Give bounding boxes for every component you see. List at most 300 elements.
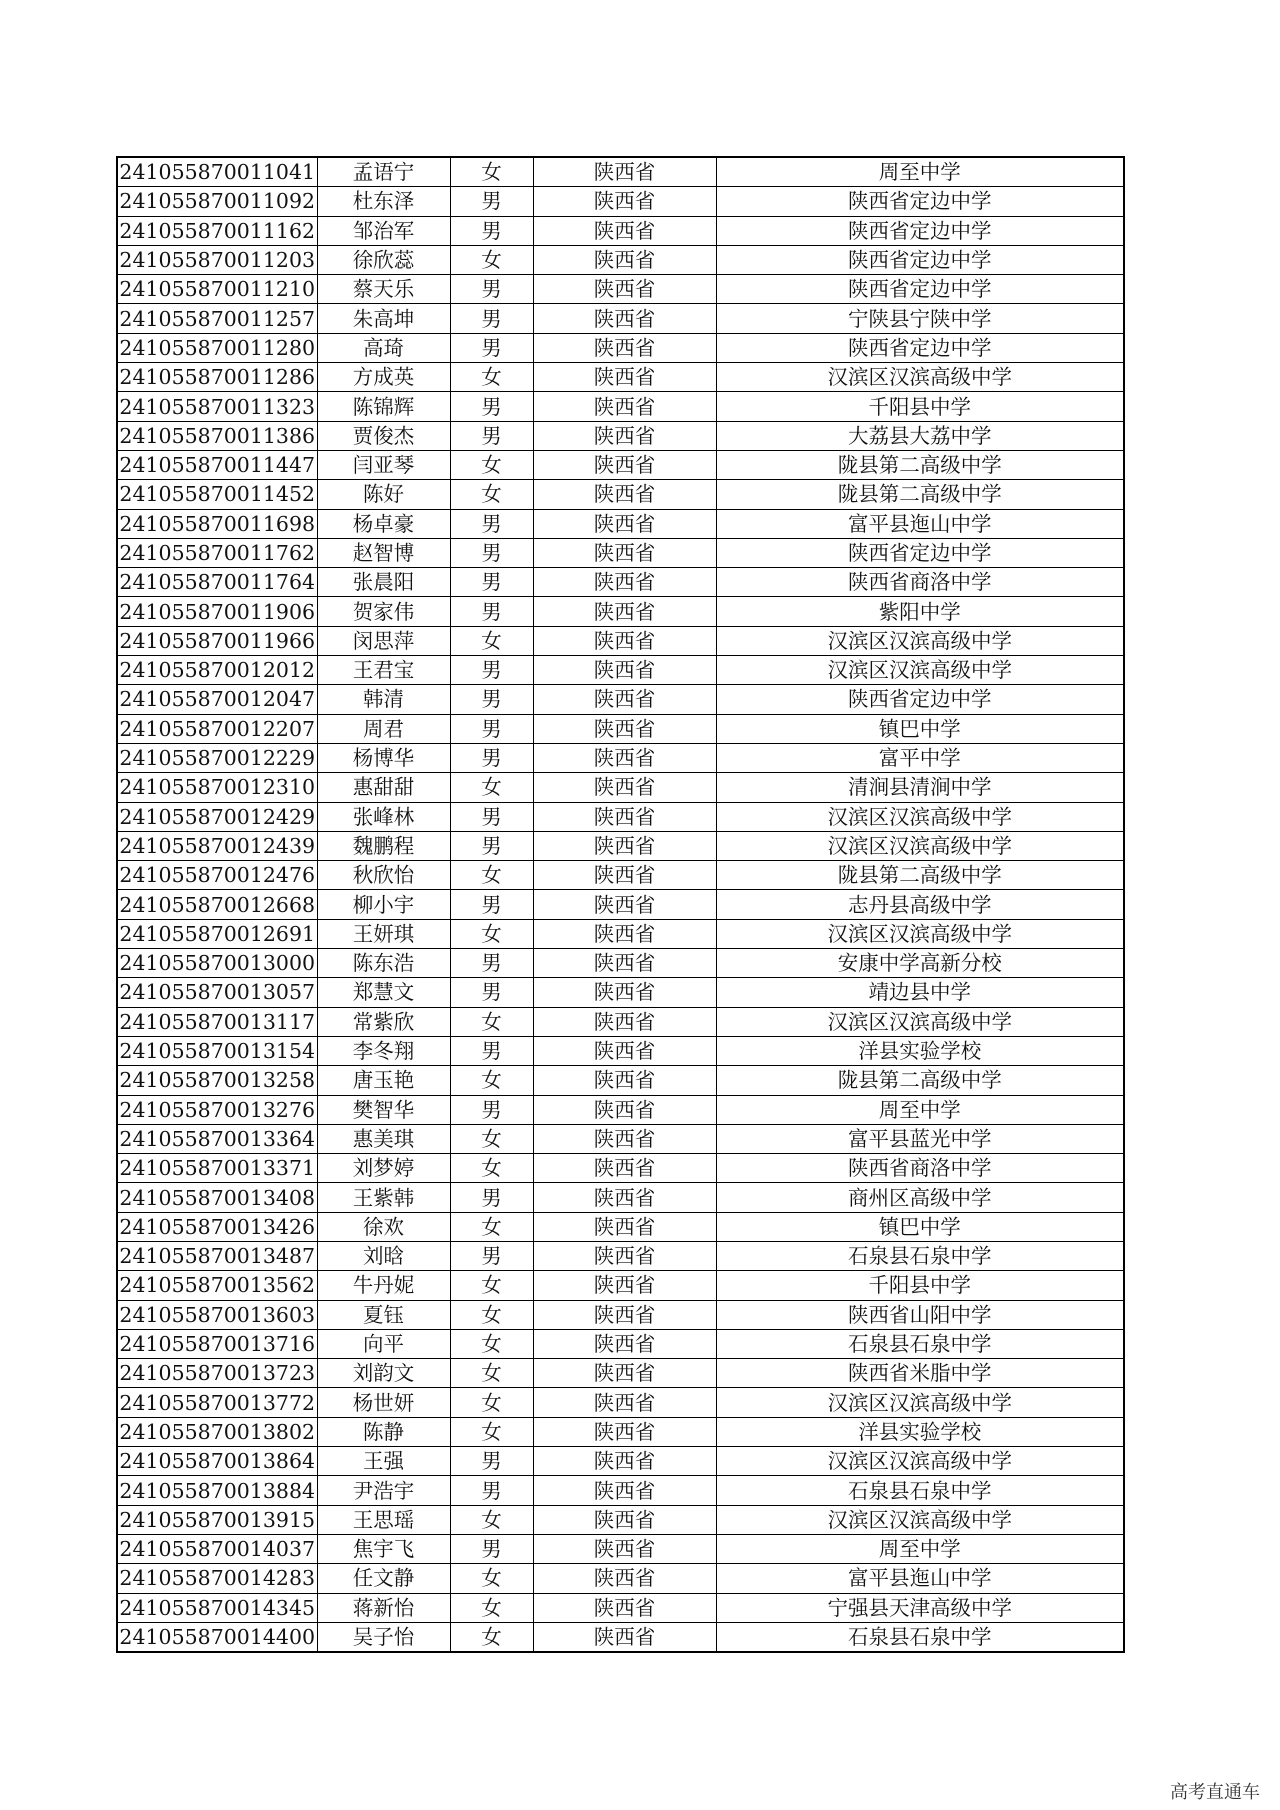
name-cell: 王君宝	[317, 656, 450, 685]
school-cell: 汉滨区汉滨高级中学	[716, 1388, 1124, 1417]
school-cell: 陇县第二高级中学	[716, 1066, 1124, 1095]
name-cell: 刘晗	[317, 1241, 450, 1270]
candidate-id-cell: 241055870011280	[117, 333, 317, 362]
school-cell: 富平县迤山中学	[716, 1564, 1124, 1593]
table-row	[117, 1447, 1124, 1476]
province-cell: 陕西省	[533, 1154, 716, 1183]
province-cell: 陕西省	[533, 245, 716, 274]
name-cell: 杜东泽	[317, 187, 450, 216]
name-cell: 秋欣怡	[317, 861, 450, 890]
province-cell: 陕西省	[533, 157, 716, 187]
name-cell: 向平	[317, 1329, 450, 1358]
gender-cell: 男	[450, 685, 533, 714]
table-row	[117, 743, 1124, 772]
candidate-id-cell: 241055870013364	[117, 1124, 317, 1153]
school-cell: 石泉县石泉中学	[716, 1476, 1124, 1505]
name-cell: 陈静	[317, 1417, 450, 1446]
table-row	[117, 919, 1124, 948]
candidate-id-cell: 241055870014283	[117, 1564, 317, 1593]
province-cell: 陕西省	[533, 1622, 716, 1652]
name-cell: 樊智华	[317, 1095, 450, 1124]
province-cell: 陕西省	[533, 597, 716, 626]
gender-cell: 男	[450, 1183, 533, 1212]
school-cell: 周至中学	[716, 1095, 1124, 1124]
table-row	[117, 333, 1124, 362]
school-cell: 洋县实验学校	[716, 1036, 1124, 1065]
name-cell: 杨卓豪	[317, 509, 450, 538]
gender-cell: 男	[450, 509, 533, 538]
province-cell: 陕西省	[533, 1593, 716, 1622]
province-cell: 陕西省	[533, 421, 716, 450]
gender-cell: 女	[450, 1593, 533, 1622]
gender-cell: 女	[450, 1212, 533, 1241]
table-row	[117, 392, 1124, 421]
gender-cell: 女	[450, 1300, 533, 1329]
table-row	[117, 1564, 1124, 1593]
name-cell: 杨世妍	[317, 1388, 450, 1417]
gender-cell: 女	[450, 1271, 533, 1300]
candidate-id-cell: 241055870011966	[117, 626, 317, 655]
name-cell: 韩清	[317, 685, 450, 714]
candidate-id-cell: 241055870011286	[117, 363, 317, 392]
candidate-id-cell: 241055870012439	[117, 831, 317, 860]
gender-cell: 男	[450, 333, 533, 362]
candidate-id-cell: 241055870013864	[117, 1447, 317, 1476]
table-row	[117, 656, 1124, 685]
gender-cell: 男	[450, 216, 533, 245]
table-row	[117, 1622, 1124, 1652]
name-cell: 李冬翔	[317, 1036, 450, 1065]
school-cell: 陕西省定边中学	[716, 275, 1124, 304]
table-row	[117, 1271, 1124, 1300]
admission-roster-table	[116, 156, 1125, 1653]
school-cell: 靖边县中学	[716, 978, 1124, 1007]
name-cell: 刘梦婷	[317, 1154, 450, 1183]
table-row	[117, 685, 1124, 714]
table-row	[117, 363, 1124, 392]
candidate-id-cell: 241055870013603	[117, 1300, 317, 1329]
province-cell: 陕西省	[533, 1359, 716, 1388]
school-cell: 陕西省定边中学	[716, 245, 1124, 274]
candidate-id-cell: 241055870012207	[117, 714, 317, 743]
table-row	[117, 1124, 1124, 1153]
table-row	[117, 538, 1124, 567]
table-row	[117, 304, 1124, 333]
gender-cell: 女	[450, 1505, 533, 1534]
province-cell: 陕西省	[533, 216, 716, 245]
candidate-id-cell: 241055870011762	[117, 538, 317, 567]
province-cell: 陕西省	[533, 568, 716, 597]
gender-cell: 男	[450, 1241, 533, 1270]
name-cell: 常紫欣	[317, 1007, 450, 1036]
table-row	[117, 275, 1124, 304]
gender-cell: 女	[450, 1007, 533, 1036]
school-cell: 陇县第二高级中学	[716, 480, 1124, 509]
candidate-id-cell: 241055870012310	[117, 773, 317, 802]
candidate-id-cell: 241055870013915	[117, 1505, 317, 1534]
school-cell: 洋县实验学校	[716, 1417, 1124, 1446]
table-row	[117, 1007, 1124, 1036]
province-cell: 陕西省	[533, 1476, 716, 1505]
province-cell: 陕西省	[533, 1183, 716, 1212]
table-row	[117, 1183, 1124, 1212]
candidate-id-cell: 241055870011906	[117, 597, 317, 626]
school-cell: 陕西省商洛中学	[716, 568, 1124, 597]
table-row	[117, 480, 1124, 509]
province-cell: 陕西省	[533, 509, 716, 538]
table-row	[117, 597, 1124, 626]
gender-cell: 男	[450, 1476, 533, 1505]
province-cell: 陕西省	[533, 685, 716, 714]
name-cell: 闫亚琴	[317, 450, 450, 479]
name-cell: 张晨阳	[317, 568, 450, 597]
candidate-id-cell: 241055870011323	[117, 392, 317, 421]
candidate-id-cell: 241055870013772	[117, 1388, 317, 1417]
name-cell: 徐欣蕊	[317, 245, 450, 274]
name-cell: 赵智博	[317, 538, 450, 567]
school-cell: 富平县蓝光中学	[716, 1124, 1124, 1153]
name-cell: 蔡天乐	[317, 275, 450, 304]
school-cell: 汉滨区汉滨高级中学	[716, 656, 1124, 685]
province-cell: 陕西省	[533, 1212, 716, 1241]
gender-cell: 男	[450, 392, 533, 421]
candidate-id-cell: 241055870011764	[117, 568, 317, 597]
name-cell: 焦宇飞	[317, 1534, 450, 1563]
table-row	[117, 802, 1124, 831]
school-cell: 志丹县高级中学	[716, 890, 1124, 919]
school-cell: 陇县第二高级中学	[716, 861, 1124, 890]
province-cell: 陕西省	[533, 831, 716, 860]
candidate-id-cell: 241055870011447	[117, 450, 317, 479]
province-cell: 陕西省	[533, 1329, 716, 1358]
name-cell: 周君	[317, 714, 450, 743]
table-row	[117, 949, 1124, 978]
province-cell: 陕西省	[533, 802, 716, 831]
name-cell: 王强	[317, 1447, 450, 1476]
gender-cell: 女	[450, 157, 533, 187]
gender-cell: 男	[450, 421, 533, 450]
candidate-id-cell: 241055870014037	[117, 1534, 317, 1563]
candidate-id-cell: 241055870011041	[117, 157, 317, 187]
candidate-id-cell: 241055870012229	[117, 743, 317, 772]
candidate-id-cell: 241055870012668	[117, 890, 317, 919]
name-cell: 刘韵文	[317, 1359, 450, 1388]
school-cell: 陕西省定边中学	[716, 333, 1124, 362]
table-row	[117, 1300, 1124, 1329]
gender-cell: 女	[450, 1124, 533, 1153]
province-cell: 陕西省	[533, 1300, 716, 1329]
gender-cell: 男	[450, 1036, 533, 1065]
province-cell: 陕西省	[533, 949, 716, 978]
school-cell: 汉滨区汉滨高级中学	[716, 363, 1124, 392]
name-cell: 王紫韩	[317, 1183, 450, 1212]
name-cell: 张峰林	[317, 802, 450, 831]
table-row	[117, 861, 1124, 890]
school-cell: 陕西省山阳中学	[716, 1300, 1124, 1329]
table-row	[117, 1417, 1124, 1446]
school-cell: 石泉县石泉中学	[716, 1329, 1124, 1358]
name-cell: 朱高坤	[317, 304, 450, 333]
table-row	[117, 187, 1124, 216]
name-cell: 王妍琪	[317, 919, 450, 948]
candidate-id-cell: 241055870014345	[117, 1593, 317, 1622]
gender-cell: 男	[450, 978, 533, 1007]
province-cell: 陕西省	[533, 333, 716, 362]
name-cell: 贾俊杰	[317, 421, 450, 450]
table-row	[117, 1534, 1124, 1563]
province-cell: 陕西省	[533, 656, 716, 685]
name-cell: 郑慧文	[317, 978, 450, 1007]
table-row	[117, 1212, 1124, 1241]
school-cell: 汉滨区汉滨高级中学	[716, 802, 1124, 831]
gender-cell: 女	[450, 773, 533, 802]
table-row	[117, 1036, 1124, 1065]
candidate-id-cell: 241055870013487	[117, 1241, 317, 1270]
gender-cell: 男	[450, 949, 533, 978]
name-cell: 方成英	[317, 363, 450, 392]
school-cell: 大荔县大荔中学	[716, 421, 1124, 450]
gender-cell: 女	[450, 1066, 533, 1095]
gender-cell: 男	[450, 568, 533, 597]
name-cell: 高琦	[317, 333, 450, 362]
province-cell: 陕西省	[533, 450, 716, 479]
name-cell: 杨博华	[317, 743, 450, 772]
candidate-id-cell: 241055870014400	[117, 1622, 317, 1652]
province-cell: 陕西省	[533, 1124, 716, 1153]
school-cell: 陕西省定边中学	[716, 538, 1124, 567]
name-cell: 闵思萍	[317, 626, 450, 655]
school-cell: 镇巴中学	[716, 1212, 1124, 1241]
school-cell: 周至中学	[716, 157, 1124, 187]
province-cell: 陕西省	[533, 304, 716, 333]
name-cell: 吴子怡	[317, 1622, 450, 1652]
table-row	[117, 1329, 1124, 1358]
candidate-id-cell: 241055870012476	[117, 861, 317, 890]
gender-cell: 男	[450, 1095, 533, 1124]
province-cell: 陕西省	[533, 1095, 716, 1124]
province-cell: 陕西省	[533, 1241, 716, 1270]
gender-cell: 男	[450, 304, 533, 333]
candidate-id-cell: 241055870013371	[117, 1154, 317, 1183]
candidate-id-cell: 241055870011452	[117, 480, 317, 509]
name-cell: 夏钰	[317, 1300, 450, 1329]
province-cell: 陕西省	[533, 392, 716, 421]
table-row	[117, 509, 1124, 538]
province-cell: 陕西省	[533, 773, 716, 802]
school-cell: 紫阳中学	[716, 597, 1124, 626]
school-cell: 商州区高级中学	[716, 1183, 1124, 1212]
candidate-id-cell: 241055870012429	[117, 802, 317, 831]
gender-cell: 男	[450, 538, 533, 567]
name-cell: 贺家伟	[317, 597, 450, 626]
name-cell: 牛丹妮	[317, 1271, 450, 1300]
table-row	[117, 568, 1124, 597]
candidate-id-cell: 241055870011162	[117, 216, 317, 245]
candidate-id-cell: 241055870011203	[117, 245, 317, 274]
candidate-id-cell: 241055870013716	[117, 1329, 317, 1358]
school-cell: 陕西省定边中学	[716, 216, 1124, 245]
candidate-id-cell: 241055870011257	[117, 304, 317, 333]
watermark-text: 高考直通车	[1170, 1782, 1260, 1803]
table-row	[117, 245, 1124, 274]
table-row	[117, 978, 1124, 1007]
name-cell: 惠美琪	[317, 1124, 450, 1153]
province-cell: 陕西省	[533, 1036, 716, 1065]
candidate-id-cell: 241055870013000	[117, 949, 317, 978]
table-row	[117, 1066, 1124, 1095]
gender-cell: 男	[450, 597, 533, 626]
table-row	[117, 1241, 1124, 1270]
school-cell: 富平中学	[716, 743, 1124, 772]
name-cell: 任文静	[317, 1564, 450, 1593]
table-row	[117, 773, 1124, 802]
gender-cell: 女	[450, 1154, 533, 1183]
table-row	[117, 157, 1124, 187]
table-row	[117, 1154, 1124, 1183]
candidate-id-cell: 241055870013426	[117, 1212, 317, 1241]
province-cell: 陕西省	[533, 1564, 716, 1593]
province-cell: 陕西省	[533, 978, 716, 1007]
candidate-id-cell: 241055870013057	[117, 978, 317, 1007]
gender-cell: 女	[450, 1564, 533, 1593]
school-cell: 石泉县石泉中学	[716, 1241, 1124, 1270]
school-cell: 富平县迤山中学	[716, 509, 1124, 538]
province-cell: 陕西省	[533, 626, 716, 655]
table-row	[117, 421, 1124, 450]
province-cell: 陕西省	[533, 1271, 716, 1300]
school-cell: 陕西省定边中学	[716, 685, 1124, 714]
province-cell: 陕西省	[533, 1505, 716, 1534]
gender-cell: 女	[450, 919, 533, 948]
candidate-id-cell: 241055870013276	[117, 1095, 317, 1124]
gender-cell: 女	[450, 363, 533, 392]
gender-cell: 男	[450, 1534, 533, 1563]
name-cell: 陈东浩	[317, 949, 450, 978]
candidate-id-cell: 241055870012047	[117, 685, 317, 714]
province-cell: 陕西省	[533, 1007, 716, 1036]
school-cell: 陕西省商洛中学	[716, 1154, 1124, 1183]
province-cell: 陕西省	[533, 919, 716, 948]
gender-cell: 女	[450, 1359, 533, 1388]
table-row	[117, 714, 1124, 743]
school-cell: 镇巴中学	[716, 714, 1124, 743]
candidate-id-cell: 241055870013884	[117, 1476, 317, 1505]
province-cell: 陕西省	[533, 890, 716, 919]
name-cell: 魏鹏程	[317, 831, 450, 860]
candidate-id-cell: 241055870013802	[117, 1417, 317, 1446]
school-cell: 石泉县石泉中学	[716, 1622, 1124, 1652]
gender-cell: 男	[450, 714, 533, 743]
gender-cell: 男	[450, 275, 533, 304]
school-cell: 陕西省定边中学	[716, 187, 1124, 216]
table-row	[117, 1388, 1124, 1417]
school-cell: 汉滨区汉滨高级中学	[716, 1447, 1124, 1476]
gender-cell: 女	[450, 1388, 533, 1417]
roster-body	[117, 157, 1124, 1652]
gender-cell: 女	[450, 1417, 533, 1446]
name-cell: 陈好	[317, 480, 450, 509]
gender-cell: 女	[450, 245, 533, 274]
school-cell: 汉滨区汉滨高级中学	[716, 831, 1124, 860]
school-cell: 汉滨区汉滨高级中学	[716, 1505, 1124, 1534]
candidate-id-cell: 241055870011386	[117, 421, 317, 450]
school-cell: 宁强县天津高级中学	[716, 1593, 1124, 1622]
candidate-id-cell: 241055870013258	[117, 1066, 317, 1095]
school-cell: 陕西省米脂中学	[716, 1359, 1124, 1388]
table-row	[117, 1505, 1124, 1534]
name-cell: 陈锦辉	[317, 392, 450, 421]
province-cell: 陕西省	[533, 480, 716, 509]
province-cell: 陕西省	[533, 714, 716, 743]
province-cell: 陕西省	[533, 1066, 716, 1095]
name-cell: 蒋新怡	[317, 1593, 450, 1622]
gender-cell: 男	[450, 743, 533, 772]
gender-cell: 男	[450, 890, 533, 919]
name-cell: 王思瑶	[317, 1505, 450, 1534]
table-row	[117, 1593, 1124, 1622]
candidate-id-cell: 241055870013562	[117, 1271, 317, 1300]
candidate-id-cell: 241055870012691	[117, 919, 317, 948]
name-cell: 徐欢	[317, 1212, 450, 1241]
school-cell: 周至中学	[716, 1534, 1124, 1563]
gender-cell: 男	[450, 187, 533, 216]
province-cell: 陕西省	[533, 275, 716, 304]
school-cell: 安康中学高新分校	[716, 949, 1124, 978]
gender-cell: 男	[450, 656, 533, 685]
name-cell: 惠甜甜	[317, 773, 450, 802]
gender-cell: 女	[450, 480, 533, 509]
province-cell: 陕西省	[533, 1388, 716, 1417]
table-row	[117, 1095, 1124, 1124]
name-cell: 尹浩宇	[317, 1476, 450, 1505]
gender-cell: 女	[450, 1329, 533, 1358]
province-cell: 陕西省	[533, 861, 716, 890]
name-cell: 孟语宁	[317, 157, 450, 187]
gender-cell: 男	[450, 802, 533, 831]
candidate-id-cell: 241055870013154	[117, 1036, 317, 1065]
gender-cell: 女	[450, 861, 533, 890]
name-cell: 柳小宇	[317, 890, 450, 919]
candidate-id-cell: 241055870011092	[117, 187, 317, 216]
province-cell: 陕西省	[533, 363, 716, 392]
candidate-id-cell: 241055870013117	[117, 1007, 317, 1036]
province-cell: 陕西省	[533, 1417, 716, 1446]
school-cell: 汉滨区汉滨高级中学	[716, 626, 1124, 655]
table-row	[117, 216, 1124, 245]
school-cell: 汉滨区汉滨高级中学	[716, 919, 1124, 948]
table-row	[117, 1476, 1124, 1505]
name-cell: 邹治军	[317, 216, 450, 245]
table-row	[117, 1359, 1124, 1388]
school-cell: 宁陕县宁陕中学	[716, 304, 1124, 333]
candidate-id-cell: 241055870013408	[117, 1183, 317, 1212]
province-cell: 陕西省	[533, 1447, 716, 1476]
candidate-id-cell: 241055870012012	[117, 656, 317, 685]
school-cell: 清涧县清涧中学	[716, 773, 1124, 802]
gender-cell: 女	[450, 1622, 533, 1652]
candidate-id-cell: 241055870011698	[117, 509, 317, 538]
table-row	[117, 831, 1124, 860]
gender-cell: 女	[450, 626, 533, 655]
province-cell: 陕西省	[533, 1534, 716, 1563]
province-cell: 陕西省	[533, 187, 716, 216]
name-cell: 唐玉艳	[317, 1066, 450, 1095]
table-row	[117, 890, 1124, 919]
gender-cell: 男	[450, 831, 533, 860]
table-row	[117, 450, 1124, 479]
school-cell: 千阳县中学	[716, 392, 1124, 421]
gender-cell: 男	[450, 1447, 533, 1476]
